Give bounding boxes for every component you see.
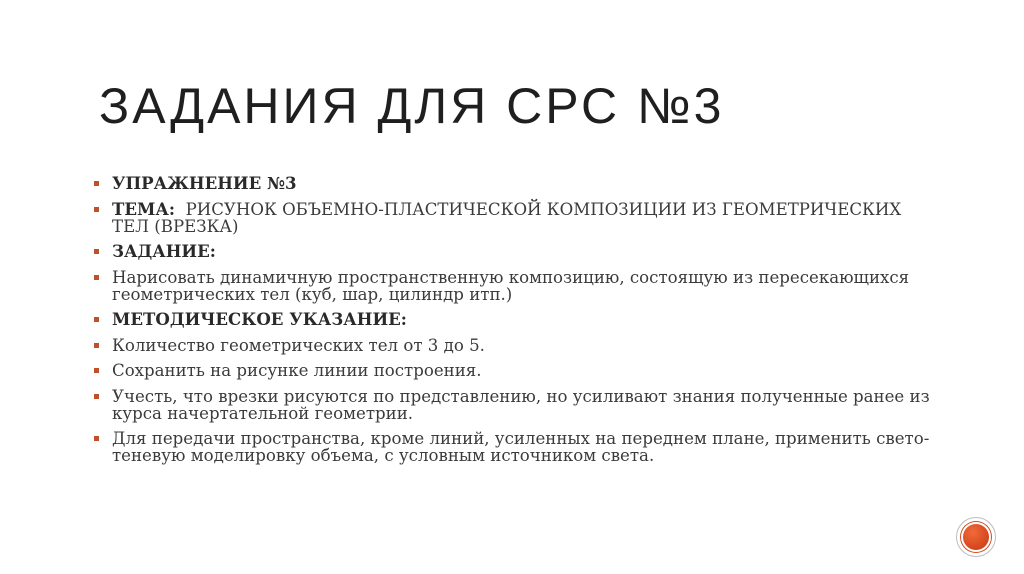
list-item-guidance-insets (93, 388, 933, 422)
list-item-text: ЗАДАНИЕ: (112, 241, 216, 261)
square-bullet-icon (94, 181, 99, 186)
square-bullet-icon (94, 394, 99, 399)
slide-title: ЗАДАНИЯ ДЛЯ СРС №3 (99, 78, 725, 134)
theme-label: ТЕМА: (112, 198, 176, 219)
list-item-guidance-count (93, 337, 933, 354)
list-item-task-heading (93, 243, 933, 260)
list-item-guidance-shading (93, 430, 933, 464)
bullet-list (93, 175, 933, 473)
square-bullet-icon (94, 368, 99, 373)
list-item-theme (93, 198, 933, 236)
square-bullet-icon (94, 343, 99, 348)
circle-button-icon (961, 522, 991, 552)
square-bullet-icon (94, 249, 99, 254)
list-item-text: УПРАЖНЕНИЕ №3 (112, 173, 297, 193)
list-item-task (93, 269, 933, 303)
list-item-text: Сохранить на рисунке линии построения. (112, 361, 482, 380)
slide-edge (1014, 0, 1024, 574)
list-item-guidance-lines (93, 362, 933, 379)
square-bullet-icon (94, 207, 99, 212)
list-item-text: Нарисовать динамичную пространственную композицию, состоящую из пересекающихся геометрических тел (куб, шар, цилиндр итп.) (112, 267, 910, 304)
square-bullet-icon (94, 436, 99, 441)
square-bullet-icon (94, 317, 99, 322)
square-bullet-icon (94, 275, 99, 280)
list-item-text: Для передачи пространства, кроме линий, усиленных на переднем плане, применить свето-теневую моделировку объема, с условным источником света. (112, 429, 930, 465)
list-item-text: МЕТОДИЧЕСКОЕ УКАЗАНИЕ: (112, 309, 407, 329)
list-item-text: Учесть, что врезки рисуются по представлению, но усиливают знания полученные ранее из курса начертательной геометрии. (112, 386, 930, 423)
list-item-exercise (93, 175, 933, 192)
list-item-text: Количество геометрических тел от 3 до 5. (112, 335, 485, 355)
next-slide-button[interactable] (956, 517, 996, 557)
theme-text: РИСУНОК ОБЪЕМНО-ПЛАСТИЧЕСКОЙ КОМПОЗИЦИИ ИЗ ГЕОМЕТРИЧЕСКИХ ТЕЛ (ВРЕЗКА) (112, 199, 907, 236)
list-item-guidance-heading (93, 311, 933, 328)
